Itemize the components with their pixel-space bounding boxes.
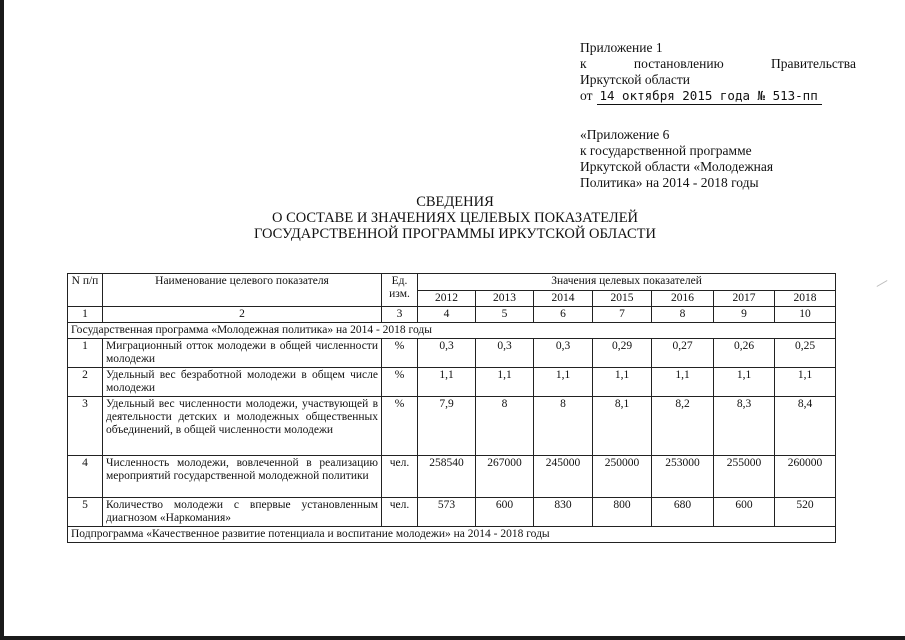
row-value: 8,3 xyxy=(714,397,775,456)
table-column-numbers-row xyxy=(68,307,836,323)
row-unit: чел. xyxy=(382,456,418,498)
appendix6-line-3: Иркутской области «Молодежная xyxy=(580,159,774,174)
row-value: 267000 xyxy=(476,456,534,498)
row-value: 0,27 xyxy=(652,339,714,368)
row-indicator-name: Удельный вес численности молодежи, участвующей в деятельности детских и молодежных общественных объединений, в общей численности молодежи xyxy=(103,397,382,456)
row-number: 3 xyxy=(68,397,103,456)
row-number: 1 xyxy=(68,339,103,368)
header-indicator-name: Наименование целевого показателя xyxy=(103,274,382,307)
row-value: 8 xyxy=(534,397,593,456)
row-number: 2 xyxy=(68,368,103,397)
row-value: 7,9 xyxy=(418,397,476,456)
column-number-cell: 3 xyxy=(382,307,418,323)
row-value: 600 xyxy=(714,498,775,527)
header-target-values: Значения целевых показателей xyxy=(418,274,836,291)
row-indicator-name: Миграционный отток молодежи в общей численности молодежи xyxy=(103,339,382,368)
row-value: 1,1 xyxy=(593,368,652,397)
program-title: Государственная программа «Молодежная политика» на 2014 - 2018 годы xyxy=(68,323,836,339)
row-unit: чел. xyxy=(382,498,418,527)
table-row xyxy=(68,368,836,397)
indicators-table xyxy=(67,273,836,543)
heading-line-2: О СОСТАВЕ И ЗНАЧЕНИЯХ ЦЕЛЕВЫХ ПОКАЗАТЕЛЕЙ xyxy=(271,210,639,226)
table-row xyxy=(68,397,836,456)
subprogram-title: Подпрограмма «Качественное развитие потенциала и воспитание молодежи» на 2014 - 2018 годы xyxy=(68,527,836,543)
row-value: 1,1 xyxy=(534,368,593,397)
row-value: 253000 xyxy=(652,456,714,498)
appendix6-line-4: Политика» на 2014 - 2018 годы xyxy=(580,175,759,190)
column-number-cell: 6 xyxy=(534,307,593,323)
appendix6-block xyxy=(580,127,856,191)
year-cell: 2012 xyxy=(418,291,476,307)
year-cell: 2014 xyxy=(534,291,593,307)
row-value: 573 xyxy=(418,498,476,527)
row-value: 250000 xyxy=(593,456,652,498)
row-value: 800 xyxy=(593,498,652,527)
row-unit: % xyxy=(382,397,418,456)
row-indicator-name: Удельный вес безработной молодежи в общем числе молодежи xyxy=(103,368,382,397)
row-value: 1,1 xyxy=(775,368,836,397)
row-unit: % xyxy=(382,368,418,397)
row-value: 8,1 xyxy=(593,397,652,456)
row-value: 830 xyxy=(534,498,593,527)
table-row xyxy=(68,339,836,368)
row-value: 8,2 xyxy=(652,397,714,456)
row-value: 1,1 xyxy=(652,368,714,397)
appendix-date-prefix: от xyxy=(580,88,593,103)
appendix-date-value: 14 октября 2015 года № 513-пп xyxy=(597,88,821,105)
table-row xyxy=(68,456,836,498)
appendix-date-line xyxy=(580,88,856,105)
row-value: 0,25 xyxy=(775,339,836,368)
row-value: 600 xyxy=(476,498,534,527)
row-value: 245000 xyxy=(534,456,593,498)
row-value: 0,3 xyxy=(534,339,593,368)
row-value: 1,1 xyxy=(476,368,534,397)
row-number: 5 xyxy=(68,498,103,527)
row-value: 0,29 xyxy=(593,339,652,368)
header-unit: Ед. изм. xyxy=(382,274,418,307)
appendix-title: Приложение 1 xyxy=(580,40,663,55)
document-heading xyxy=(200,194,710,242)
column-number-cell: 1 xyxy=(68,307,103,323)
row-value: 258540 xyxy=(418,456,476,498)
column-number-cell: 10 xyxy=(775,307,836,323)
column-number-cell: 9 xyxy=(714,307,775,323)
column-number-cell: 8 xyxy=(652,307,714,323)
heading-line-1: СВЕДЕНИЯ xyxy=(416,194,494,210)
row-unit: % xyxy=(382,339,418,368)
header-number: N п/п xyxy=(68,274,103,307)
appendix-decree-prefix: к xyxy=(580,56,587,71)
year-cell: 2013 xyxy=(476,291,534,307)
row-value: 8,4 xyxy=(775,397,836,456)
row-value: 1,1 xyxy=(714,368,775,397)
appendix6-line-1: «Приложение 6 xyxy=(580,127,670,142)
scan-speck xyxy=(877,280,888,287)
appendix-block xyxy=(580,40,856,191)
row-indicator-name: Численность молодежи, вовлеченной в реализацию мероприятий государственной молодежной политики xyxy=(103,456,382,498)
scan-border-left xyxy=(0,0,4,640)
row-value: 680 xyxy=(652,498,714,527)
scan-border-bottom xyxy=(0,636,905,640)
appendix-region: Иркутской области xyxy=(580,72,691,87)
row-value: 1,1 xyxy=(418,368,476,397)
column-number-cell: 2 xyxy=(103,307,382,323)
appendix6-line-2: к государственной программе xyxy=(580,143,752,158)
table-row xyxy=(68,498,836,527)
year-cell: 2016 xyxy=(652,291,714,307)
row-value: 0,3 xyxy=(476,339,534,368)
row-value: 520 xyxy=(775,498,836,527)
appendix-decree-type: постановлению xyxy=(633,56,724,71)
row-number: 4 xyxy=(68,456,103,498)
appendix-decree-issuer: Правительства xyxy=(771,56,856,71)
heading-line-3: ГОСУДАРСТВЕННОЙ ПРОГРАММЫ ИРКУТСКОЙ ОБЛАСТИ xyxy=(253,226,657,242)
appendix-decree-line xyxy=(580,56,856,72)
column-number-cell: 4 xyxy=(418,307,476,323)
row-value: 0,3 xyxy=(418,339,476,368)
column-number-cell: 7 xyxy=(593,307,652,323)
subprogram-title-row xyxy=(68,527,836,543)
year-cell: 2017 xyxy=(714,291,775,307)
row-value: 8 xyxy=(476,397,534,456)
year-cell: 2015 xyxy=(593,291,652,307)
year-cell: 2018 xyxy=(775,291,836,307)
column-number-cell: 5 xyxy=(476,307,534,323)
table-header-row xyxy=(68,274,836,291)
row-value: 255000 xyxy=(714,456,775,498)
row-value: 0,26 xyxy=(714,339,775,368)
program-title-row xyxy=(68,323,836,339)
row-indicator-name: Количество молодежи с впервые установленным диагнозом «Наркомания» xyxy=(103,498,382,527)
row-value: 260000 xyxy=(775,456,836,498)
